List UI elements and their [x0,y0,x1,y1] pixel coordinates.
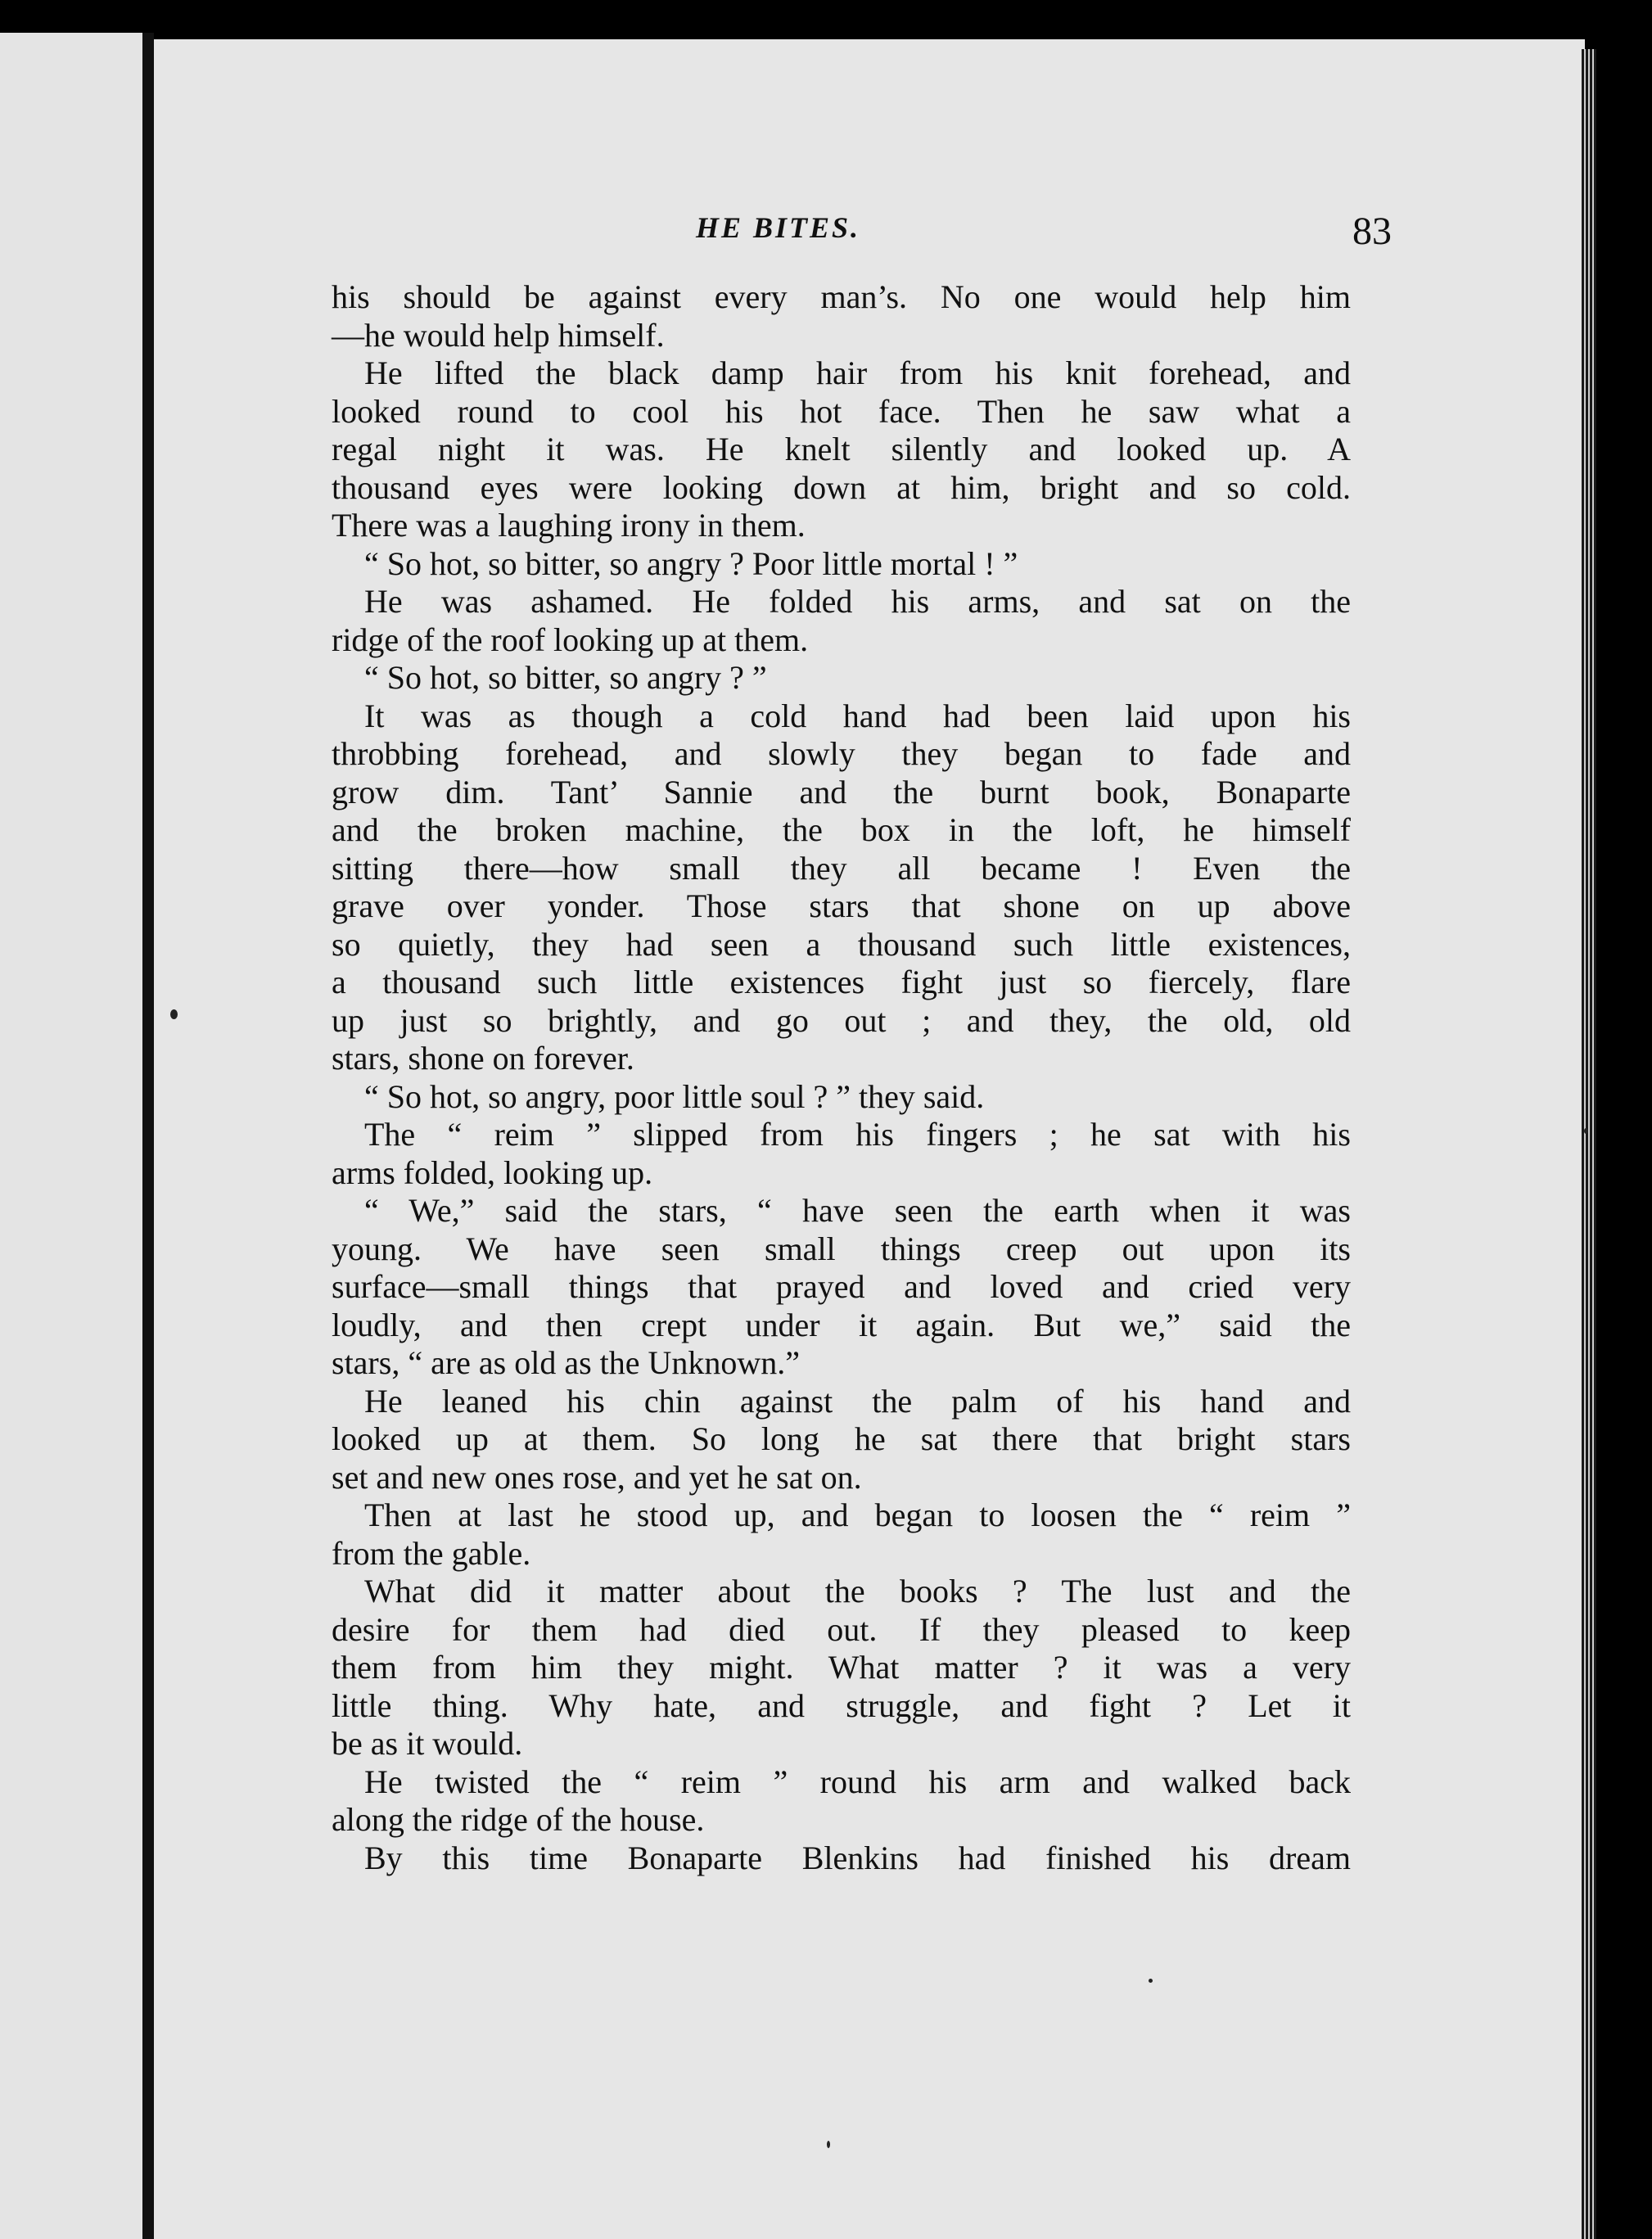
scan-speck [1149,1979,1153,1983]
page-header [196,209,1392,266]
scan-speck [827,2141,830,2148]
text-line: throbbing forehead, and slowly they began to fade and [332,735,1351,772]
text-line: loudly, and then crept under it again. But we,” said the [332,1306,1351,1343]
body-text [332,278,1351,1877]
text-line: up just so brightly, and go out ; and they, the old, old [332,1001,1351,1039]
text-line: young. We have seen small things creep out upon its [332,1230,1351,1267]
text-line: stars, “ are as old as the Unknown.” [332,1344,801,1381]
page-stack-edge [1582,49,1596,2239]
text-line: What did it matter about the books ? The lust and the [364,1573,1351,1609]
scan-speck [170,1009,178,1019]
text-line: He was ashamed. He folded his arms, and sat on the [364,583,1351,620]
text-line: “ So hot, so bitter, so angry ? Poor little mortal ! ” [364,544,1018,582]
text-line: He twisted the “ reim ” round his arm and walked back [364,1763,1351,1800]
text-line: The “ reim ” slipped from his fingers ; he sat with his [364,1116,1351,1153]
text-line: Then at last he stood up, and began to loosen the “ reim ” [364,1496,1351,1533]
text-line: stars, shone on forever. [332,1040,634,1077]
text-line: little thing. Why hate, and struggle, and fight ? Let it [332,1686,1351,1724]
text-line: set and new ones rose, and yet he sat on. [332,1458,862,1496]
text-line: ridge of the roof looking up at them. [332,621,809,658]
text-line: and the broken machine, the box in the loft, he himself [332,811,1351,848]
text-line: desire for them had died out. If they pleased to keep [332,1610,1351,1648]
text-line: grave over yonder. Those stars that shone on up above [332,887,1351,924]
text-line: along the ridge of the house. [332,1801,705,1838]
running-head: HE BITES. [696,211,861,244]
text-line: grow dim. Tant’ Sannie and the burnt book, Bonaparte [332,773,1351,810]
text-line: them from him they might. What matter ? it was a very [332,1649,1351,1686]
text-line: “ So hot, so angry, poor little soul ? ” they said. [364,1077,985,1115]
text-line: “ So hot, so bitter, so angry ? ” [364,659,767,696]
text-line: looked round to cool his hot face. Then he saw what a [332,392,1351,430]
text-line: his should be against every man’s. No one would help him [332,278,1351,315]
text-line: a thousand such little existences fight just so fiercely, flare [332,964,1351,1000]
text-line: sitting there—how small they all became ! Even the [332,849,1351,887]
text-line: be as it would. [332,1725,523,1762]
text-line: —he would help himself. [332,316,665,354]
text-line: It was as though a cold hand had been laid upon his [364,697,1351,734]
text-line: so quietly, they had seen a thousand such little existences, [332,925,1351,963]
text-line: arms folded, looking up. [332,1153,653,1191]
text-line: thousand eyes were looking down at him, bright and so cold. [332,468,1351,506]
text-line: looked up at them. So long he sat there that bright stars [332,1420,1351,1457]
scan-speck [1584,1128,1588,1134]
text-line: He leaned his chin against the palm of his hand and [364,1382,1351,1420]
text-line: By this time Bonaparte Blenkins had finished his dream [364,1839,1351,1876]
book-gutter [142,33,154,2239]
text-line: regal night it was. He knelt silently and looked up. A [332,431,1351,467]
text-line: There was a laughing irony in them. [332,507,806,544]
text-line: surface—small things that prayed and loved and cried very [332,1268,1351,1305]
facing-page-edge [0,33,146,2239]
text-line: from the gable. [332,1534,531,1572]
text-line: He lifted the black damp hair from his knit forehead, and [364,354,1351,391]
page-number: 83 [1352,210,1392,253]
text-line: “ We,” said the stars, “ have seen the earth when it was [364,1192,1351,1229]
